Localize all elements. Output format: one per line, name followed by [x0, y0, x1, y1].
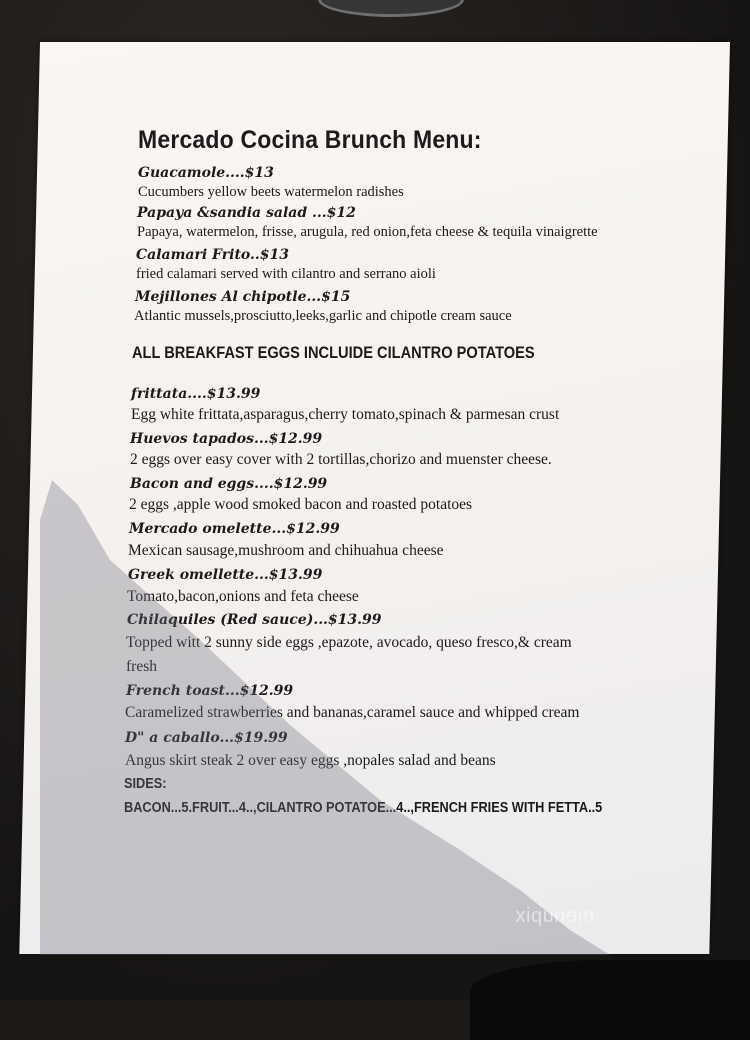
menupix-watermark: menupix	[515, 905, 595, 927]
item-mercado-omelette-desc: Mexican sausage,mushroom and chihuahua cheese	[128, 542, 444, 559]
eggs-heading: ALL BREAKFAST EGGS INCLUIDE CILANTRO POTATOES	[132, 343, 535, 362]
item-a-caballo-name: D" a caballo...$19.99	[125, 730, 288, 746]
item-papaya-salad-desc: Papaya, watermelon, frisse, arugula, red onion,feta cheese & tequila vinaigrette	[137, 224, 598, 240]
item-chilaquiles-name: Chilaquiles (Red sauce)...$13.99	[127, 612, 382, 628]
item-frittata-name: frittata....$13.99	[131, 386, 261, 402]
item-french-toast-desc: Caramelized strawberries and bananas,caramel sauce and whipped cream	[125, 704, 580, 721]
item-mejillones-name: Mejillones Al chipotle...$15	[135, 289, 351, 305]
sides-heading: SIDES:	[124, 776, 167, 792]
sides-list: BACON...5.FRUIT...4..,CILANTRO POTATOE...4..,FRENCH FRIES WITH FETTA..5	[124, 800, 603, 816]
item-guacamole-name: Guacamole....$13	[138, 165, 274, 181]
item-a-caballo-desc: Angus skirt steak 2 over easy eggs ,nopales salad and beans	[125, 752, 496, 769]
item-greek-omelette-name: Greek omellette...$13.99	[128, 567, 323, 583]
item-papaya-salad-name: Papaya &sandia salad ...$12	[137, 205, 356, 221]
dark-cloth	[470, 960, 750, 1040]
item-frittata-desc: Egg white frittata,asparagus,cherry tomato,spinach & parmesan crust	[131, 406, 560, 423]
item-bacon-eggs-desc: 2 eggs ,apple wood smoked bacon and roasted potatoes	[129, 496, 473, 513]
item-mercado-omelette-name: Mercado omelette...$12.99	[129, 521, 340, 537]
item-huevos-tapados-desc: 2 eggs over easy cover with 2 tortillas,chorizo and muenster cheese.	[130, 451, 552, 468]
item-french-toast-name: French toast...$12.99	[126, 683, 294, 699]
item-chilaquiles-desc: Topped witt 2 sunny side eggs ,epazote, avocado, queso fresco,& cream	[126, 634, 572, 651]
item-guacamole-desc: Cucumbers yellow beets watermelon radishes	[138, 184, 404, 200]
item-mejillones-desc: Atlantic mussels,prosciutto,leeks,garlic and chipotle cream sauce	[134, 308, 512, 324]
item-bacon-eggs-name: Bacon and eggs....$12.99	[130, 476, 328, 492]
item-huevos-tapados-name: Huevos tapados...$12.99	[130, 431, 323, 447]
item-calamari-desc: fried calamari served with cilantro and serrano aioli	[136, 266, 436, 282]
menu-title: Mercado Cocina Brunch Menu:	[138, 126, 482, 154]
item-chilaquiles-desc-line2: fresh	[126, 658, 157, 675]
item-calamari-name: Calamari Frito..$13	[136, 247, 289, 263]
item-greek-omelette-desc: Tomato,bacon,onions and feta cheese	[127, 588, 359, 605]
